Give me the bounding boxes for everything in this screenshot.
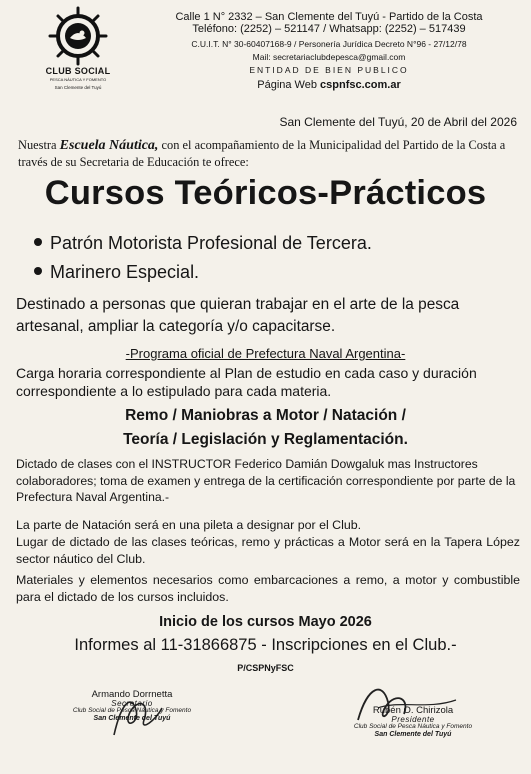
subjects-line-1: Remo / Maniobras a Motor / Natación /: [125, 407, 406, 424]
course-label: Marinero Especial.: [50, 262, 200, 282]
signer-org: Club Social de Pesca Náutica y Fomento: [353, 723, 473, 731]
reference-code: P/CSPNyFSC: [237, 663, 294, 673]
header-phones: Teléfono: (2252) – 521147 / Whatsapp: (2252) – 517439: [192, 23, 466, 35]
ship-wheel-icon: [48, 6, 108, 66]
web-url: cspnfsc.com.ar: [320, 79, 401, 91]
course-item: [34, 233, 372, 254]
materials-text: Materiales y elementos necesarios como embarcaciones a remo, a motor y combustible para el dictado de los cursos incluidos.: [16, 573, 520, 604]
header-web: [134, 80, 524, 91]
intro-paragraph: [18, 137, 520, 170]
intro-lead: Nuestra: [18, 138, 57, 152]
header-address: Calle 1 N° 2332 – San Clemente del Tuyú - Partido de la Costa: [175, 11, 483, 23]
instructor-text: Dictado de clases con el INSTRUCTOR Federico Damián Dowgaluk mas Instructores colaboradores; toma de examen y entrega de la certificación correspondiente por parte de la Prefectura Naval Argentina.-: [16, 457, 516, 504]
logo-org-subtitle: PESCA NÁUTICA Y FOMENTO: [49, 77, 107, 82]
bullet-icon: [34, 267, 42, 275]
signer-name: Armando Dorrnetta: [91, 689, 173, 700]
signature-secretary: [52, 690, 212, 723]
subjects-line-2: Teoría / Legislación y Reglamentación.: [123, 431, 408, 448]
logo-org-place: San Clemente del Tuyú: [54, 85, 102, 90]
swimming-text: La parte de Natación será en una pileta a designar por el Club.: [16, 518, 362, 532]
document-date: San Clemente del Tuyú, 20 de Abril del 2026: [279, 115, 517, 129]
header-entity: ENTIDAD DE BIEN PUBLICO: [249, 65, 409, 75]
signer-org: Club Social de Pesca Náutica y Fomento: [72, 707, 192, 715]
signer-role: Presidente: [391, 714, 435, 724]
page-title: Cursos Teóricos-Prácticos: [44, 174, 487, 212]
web-label: Página Web: [257, 79, 317, 91]
official-program-label: -Programa oficial de Prefectura Naval Argentina-: [125, 346, 406, 361]
workload-text: Carga horaria correspondiente al Plan de estudio en cada caso y duración correspondiente a lo estipulado para cada materia.: [16, 365, 477, 399]
official-program: [0, 346, 531, 361]
intro-rest: con el acompañamiento de la Municipalidad del Partido de la Costa a través de su Secretaria de Educación te ofrece:: [18, 138, 506, 169]
header-cuit: C.U.I.T. N° 30-60407168-9 / Personería Jurídica Decreto N°96 - 27/12/78: [191, 39, 467, 49]
course-item: [34, 262, 199, 283]
contact-info: Informes al 11-31866875 - Inscripciones en el Club.-: [74, 636, 457, 654]
header-mail: Mail: secretariaclubdepesca@gmail.com: [252, 52, 406, 62]
signature-president: [338, 680, 488, 739]
course-label: Patrón Motorista Profesional de Tercera.: [50, 233, 372, 253]
logo-org-name: CLUB SOCIAL: [45, 66, 111, 76]
bullet-icon: [34, 238, 42, 246]
location-text: Lugar de dictado de las clases teóricas, remo y prácticas a Motor será en la Tapera López sector náutico del Club.: [16, 535, 520, 566]
club-logo: [32, 6, 124, 98]
start-date: Inicio de los cursos Mayo 2026: [159, 614, 372, 630]
school-name: Escuela Náutica,: [59, 138, 159, 153]
signer-role: Secretario: [111, 698, 153, 708]
signer-place: San Clemente del Tuyú: [374, 731, 452, 739]
signer-place: San Clemente del Tuyú: [93, 715, 171, 723]
target-audience-text: Destinado a personas que quieran trabajar en el arte de la pesca artesanal, ampliar la categoría y/o capacitarse.: [16, 296, 460, 335]
signer-name: Rubén O. Chirizola: [372, 705, 454, 716]
